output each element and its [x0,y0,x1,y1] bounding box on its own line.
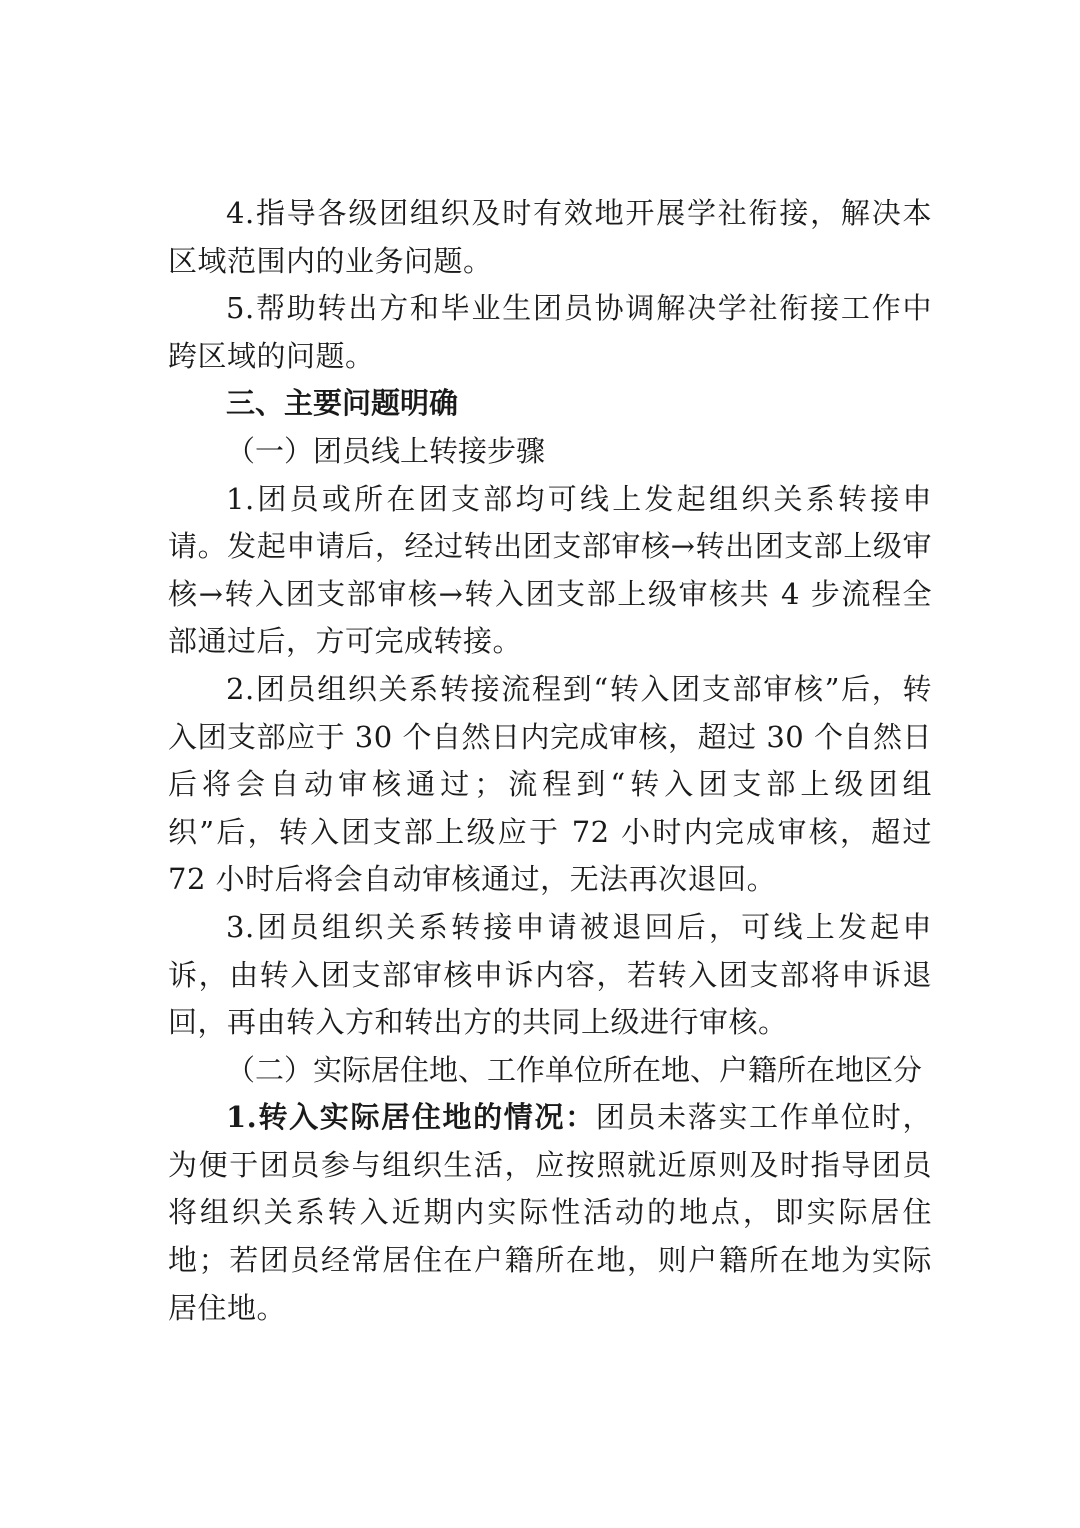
paragraph-body: 团员未落实工作单位时，为便于团员参与组织生活，应按照就近原则及时指导团员将组织关系转入近期内实际性活动的地点，即实际居住地；若团员经常居住在户籍所在地，则户籍所在地为实际居住地。 [168,1100,932,1325]
paragraph-item-5: 5.帮助转出方和毕业生团员协调解决学社衔接工作中跨区域的问题。 [168,291,932,373]
section-heading-3: 三、主要问题明确 [226,386,459,421]
paragraph-item-4: 4.指导各级团组织及时有效地开展学社衔接，解决本区域范围内的业务问题。 [168,196,932,278]
document-page [168,190,932,1332]
paragraph-transfer-step-2: 2.团员组织关系转接流程到“转入团支部审核”后，转入团支部应于 30 个自然日内完成审核，超过 30 个自然日后将会自动审核通过；流程到“转入团支部上级团组织”后，转入团支部上级应于 72 小时内完成审核，超过 72 小时后将会自动审核通过，无法再次退回。 [168,671,932,897]
paragraph-transfer-step-1: 1.团员或所在团支部均可线上发起组织关系转接申请。发起申请后，经过转出团支部审核→转出团支部上级审核→转入团支部审核→转入团支部上级审核共 4 步流程全部通过后，方可完成转接。 [168,481,932,659]
paragraph-residence-1 [168,1094,932,1332]
paragraph-lead-label: 1.转入实际居住地的情况： [226,1100,596,1135]
subsection-heading-2: （二）实际居住地、工作单位所在地、户籍所在地区分 [226,1052,923,1087]
paragraph-transfer-step-3: 3.团员组织关系转接申请被退回后，可线上发起申诉，由转入团支部审核申诉内容，若转入团支部将申诉退回，再由转入方和转出方的共同上级进行审核。 [168,909,932,1040]
subsection-heading-1: （一）团员线上转接步骤 [226,433,546,468]
